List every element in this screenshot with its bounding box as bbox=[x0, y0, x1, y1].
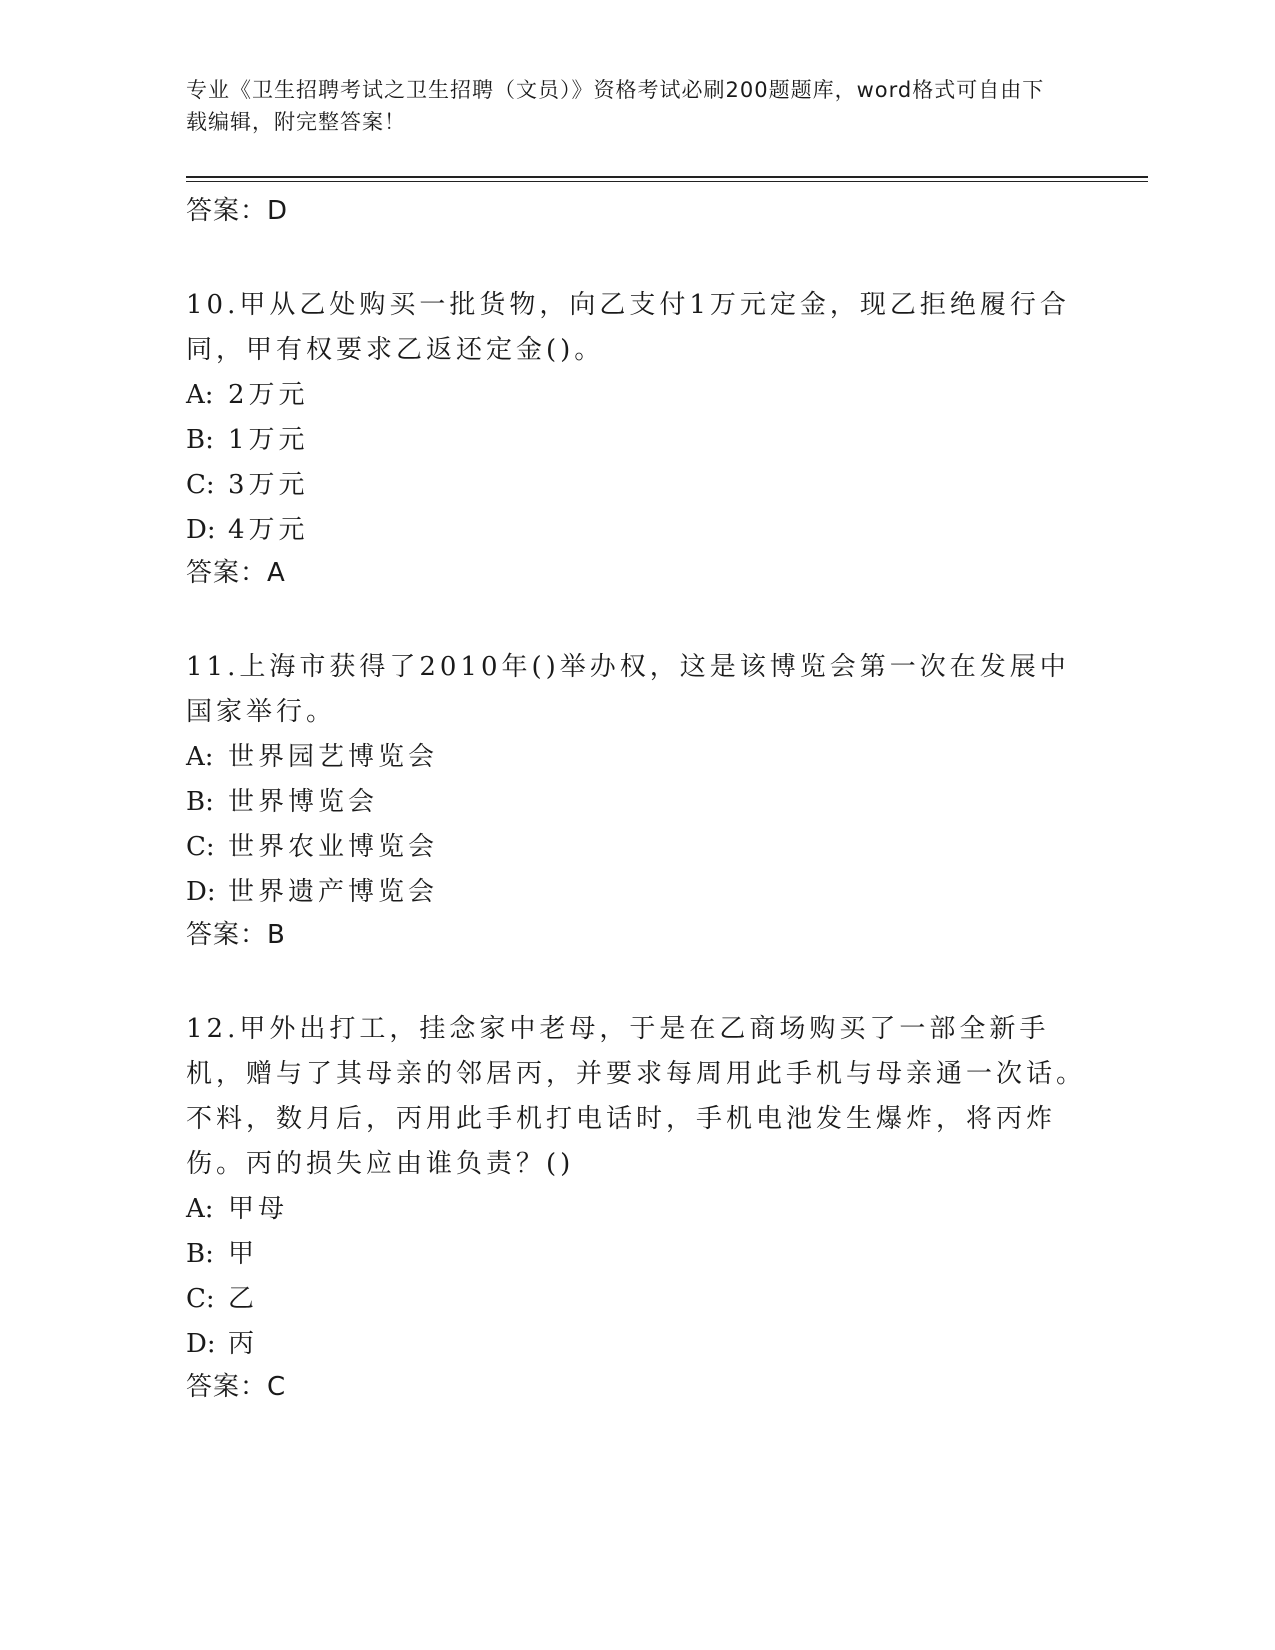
question-stem: 12.甲外出打工，挂念家中老母，于是在乙商场购买了一部全新手机，赠与了其母亲的邻居丙，并要求每周用此手机与母亲通一次话。不料，数月后，丙用此手机打电话时，手机电池发生爆炸，将丙炸伤。丙的损失应由谁负责？() bbox=[186, 1014, 1087, 1179]
option-key: A: bbox=[186, 742, 214, 772]
option-key: D: bbox=[186, 515, 216, 545]
option-text: 3万元 bbox=[228, 470, 309, 500]
option-c bbox=[186, 463, 1086, 508]
option-c bbox=[186, 1277, 1086, 1322]
option-text: 世界农业博览会 bbox=[228, 832, 439, 862]
option-b bbox=[186, 780, 1086, 825]
header-divider bbox=[186, 176, 1148, 182]
answer-line: 答案：C bbox=[186, 1372, 287, 1402]
option-key: D: bbox=[186, 1329, 216, 1359]
option-key: A: bbox=[186, 380, 214, 410]
option-key: B: bbox=[186, 1239, 214, 1269]
option-key: C: bbox=[186, 832, 215, 862]
question-stem: 11.上海市获得了2010年()举办权，这是该博览会第一次在发展中国家举行。 bbox=[186, 652, 1070, 727]
answer-line: 答案：A bbox=[186, 558, 286, 588]
option-key: D: bbox=[186, 877, 216, 907]
question-12 bbox=[186, 1007, 1086, 1407]
answer-line: 答案：B bbox=[186, 920, 286, 950]
question-list bbox=[186, 191, 1086, 1407]
option-key: B: bbox=[186, 787, 214, 817]
option-text: 世界遗产博览会 bbox=[228, 877, 439, 907]
option-key: C: bbox=[186, 470, 215, 500]
option-c bbox=[186, 825, 1086, 870]
option-key: B: bbox=[186, 425, 214, 455]
option-text: 2万元 bbox=[228, 380, 309, 410]
option-text: 丙 bbox=[228, 1329, 259, 1359]
option-text: 世界园艺博览会 bbox=[228, 742, 439, 772]
option-a bbox=[186, 373, 1086, 418]
option-text: 甲母 bbox=[228, 1194, 289, 1224]
option-a bbox=[186, 735, 1086, 780]
previous-answer: 答案：D bbox=[186, 196, 289, 226]
option-text: 世界博览会 bbox=[228, 787, 379, 817]
option-text: 乙 bbox=[228, 1284, 259, 1314]
option-key: A: bbox=[186, 1194, 214, 1224]
option-a bbox=[186, 1187, 1086, 1232]
question-stem: 10.甲从乙处购买一批货物，向乙支付1万元定金，现乙拒绝履行合同，甲有权要求乙返还定金()。 bbox=[186, 290, 1070, 365]
option-text: 甲 bbox=[228, 1239, 259, 1269]
document-header: 专业《卫生招聘考试之卫生招聘（文员）》资格考试必刷200题题库，word格式可自由下载编辑，附完整答案！ bbox=[186, 78, 1045, 134]
option-d bbox=[186, 870, 1086, 915]
option-b bbox=[186, 418, 1086, 463]
option-text: 4万元 bbox=[228, 515, 309, 545]
question-11 bbox=[186, 645, 1086, 955]
option-key: C: bbox=[186, 1284, 215, 1314]
option-b bbox=[186, 1232, 1086, 1277]
question-10 bbox=[186, 283, 1086, 593]
option-d bbox=[186, 508, 1086, 553]
option-text: 1万元 bbox=[228, 425, 309, 455]
option-d bbox=[186, 1322, 1086, 1367]
